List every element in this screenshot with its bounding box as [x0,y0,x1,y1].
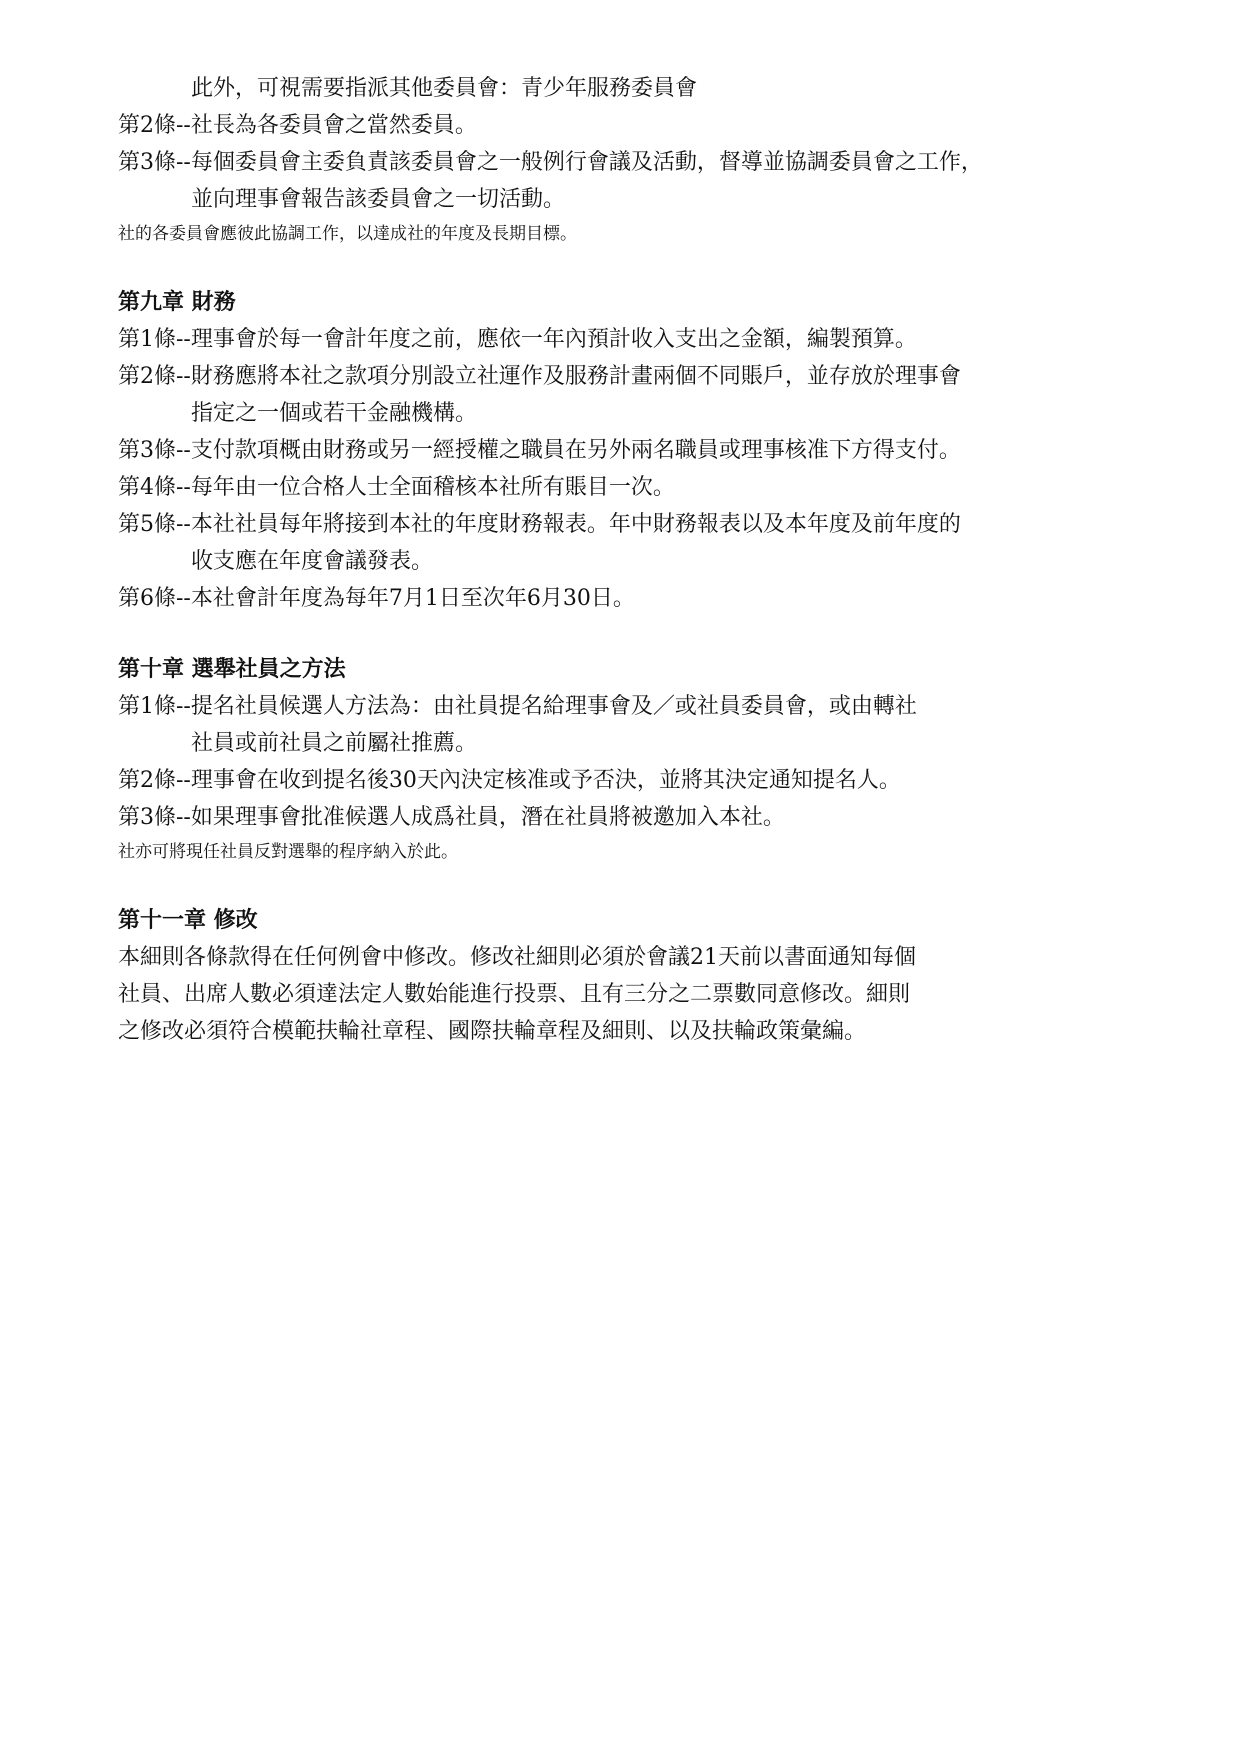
chapter-9-article-3: 第3條--支付款項概由財務或另一經授權之職員在另外兩名職員或理事核准下方得支付。 [118,438,961,463]
chapter-9-article-6: 第6條--本社會計年度為每年7月1日至次年6月30日。 [118,586,635,611]
chapter-11-paragraph-line3: 之修改必須符合模範扶輪社章程、國際扶輪章程及細則、以及扶輪政策彙編。 [118,1019,867,1044]
chapter-10-election [118,651,1128,868]
chapter-10-title: 第十章 選舉社員之方法 [118,657,346,682]
chapter-9-article-2-line2: 指定之一個或若干金融機構。 [191,401,478,426]
chapter-11-paragraph-line2: 社員、出席人數必須達法定人數始能進行投票、且有三分之二票數同意修改。細則 [118,982,911,1007]
article-2-committees: 第2條--社長為各委員會之當然委員。 [118,113,477,138]
chapter-10-article-1-line1: 第1條--提名社員候選人方法為：由社員提名給理事會及／或社員委員會，或由轉社 [118,694,917,719]
chapter-10-article-3: 第3條--如果理事會批准候選人成爲社員，潛在社員將被邀加入本社。 [118,805,785,830]
chapter-11-paragraph-line1: 本細則各條款得在任何例會中修改。修改社細則必須於會議21天前以書面通知每個 [118,945,916,970]
chapter-11-title: 第十一章 修改 [118,908,258,933]
other-committees-line: 此外，可視需要指派其他委員會：青少年服務委員會 [191,76,698,101]
article-3-committees-line2: 並向理事會報告該委員會之一切活動。 [191,187,566,212]
chapter-10-article-1-line2: 社員或前社員之前屬社推薦。 [191,731,478,756]
committees-section-continued [118,70,1128,250]
document-page [118,70,1128,1050]
chapter-9-finance [118,284,1128,617]
chapter-11-amendments [118,902,1128,1050]
chapter-9-article-5-line1: 第5條--本社社員每年將接到本社的年度財務報表。年中財務報表以及本年度及前年度的 [118,512,961,537]
chapter-9-article-2-line1: 第2條--財務應將本社之款項分別設立社運作及服務計畫兩個不同賬戶，並存放於理事會 [118,364,961,389]
chapter-9-article-5-line2: 收支應在年度會議發表。 [191,549,434,574]
committees-note: 社的各委員會應彼此協調工作，以達成社的年度及長期目標。 [118,224,577,244]
chapter-9-article-4: 第4條--每年由一位合格人士全面稽核本社所有賬目一次。 [118,475,675,500]
chapter-9-article-1: 第1條--理事會於每一會計年度之前，應依一年內預計收入支出之金額，編製預算。 [118,327,917,352]
chapter-10-article-2: 第2條--理事會在收到提名後30天內決定核准或予否決，並將其決定通知提名人。 [118,768,901,793]
chapter-10-note: 社亦可將現任社員反對選舉的程序納入於此。 [118,842,458,862]
article-3-committees-line1: 第3條--每個委員會主委負責該委員會之一般例行會議及活動，督導並協調委員會之工作， [118,150,983,175]
chapter-9-title: 第九章 財務 [118,290,236,315]
